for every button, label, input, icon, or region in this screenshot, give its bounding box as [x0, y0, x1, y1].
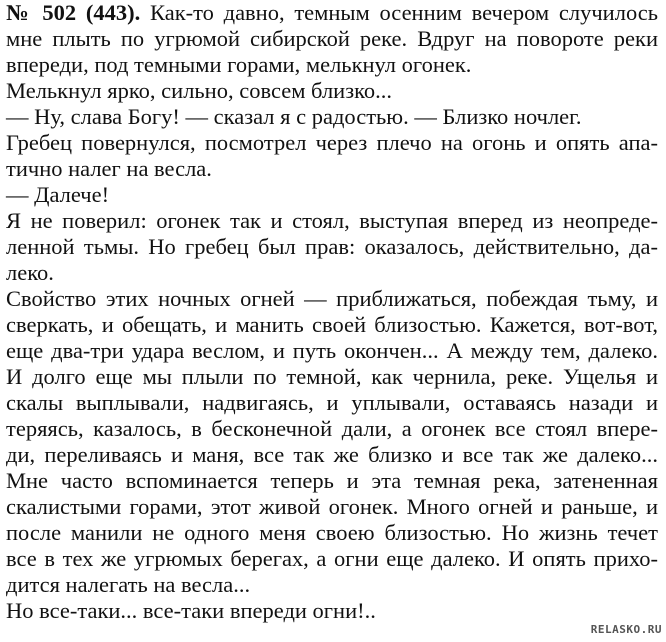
exercise-number: № 502 (443). — [6, 0, 141, 25]
text-line-3: впереди, под темными горами, мелькнул огонек. — [6, 52, 472, 77]
text-line-11: леко. — [6, 260, 54, 285]
document-page — [6, 0, 662, 642]
text-line-20: скалистыми горами, этот живой огонек. Много огней и раньше, и — [6, 494, 658, 519]
text-line-7: тично налег на весла. — [6, 156, 212, 181]
text-line-14: еще два-три удара веслом, и путь окончен... А между тем, далеко. — [6, 338, 658, 363]
text-line-24: Но все-таки... все-таки впереди огни!.. — [6, 598, 376, 623]
text-line-12: Свойство этих ночных огней — приближаться, побеждая тьму, и — [6, 286, 658, 311]
text-line-19: Мне часто вспоминается теперь и эта темная река, затененная — [6, 468, 658, 493]
text-line-18: ди, переливаясь и маня, все так же близко и все так же далеко... — [6, 442, 658, 467]
text-line-2: мне плыть по угрюмой сибирской реке. Вдруг на повороте реки — [6, 26, 658, 51]
text-line-6: Гребец повернулся, посмотрел через плечо на огонь и опять апа- — [6, 130, 658, 155]
text-line-5: — Ну, слава Богу! — сказал я с радостью. — Близко ночлег. — [6, 104, 582, 129]
text-line-1 — [6, 0, 658, 26]
text-line-9: Я не поверил: огонек так и стоял, выступая вперед из неопреде- — [6, 208, 658, 233]
text-line-10: ленной тьмы. Но гребец был прав: оказалось, действительно, да- — [6, 234, 658, 259]
text-line-21: после манили не одного меня своею близостью. Но жизнь течет — [6, 520, 658, 545]
site-watermark: RELASKO.RU — [590, 623, 662, 636]
text-line-23: дится налегать на весла... — [6, 572, 251, 597]
text-line-13: сверкать, и обещать, и манить своей близостью. Кажется, вот-вот, — [6, 312, 658, 337]
text-line-22: все в тех же угрюмых берегах, а огни еще далеко. И опять прихо- — [6, 546, 658, 571]
text-line-15: И долго еще мы плыли по темной, как чернила, реке. Ущелья и — [6, 364, 658, 389]
text-line-8: — Далече! — [6, 182, 110, 207]
text-line-17: теряясь, казалось, в бесконечной дали, а огонек все стоял впере- — [6, 416, 658, 441]
text-line-16: скалы выплывали, надвигаясь, и уплывали, оставаясь назади и — [6, 390, 658, 415]
text-line-1-content: Как-то давно, темным осенним вечером случилось — [150, 0, 658, 25]
text-line-4: Мелькнул ярко, сильно, совсем близко... — [6, 78, 393, 103]
